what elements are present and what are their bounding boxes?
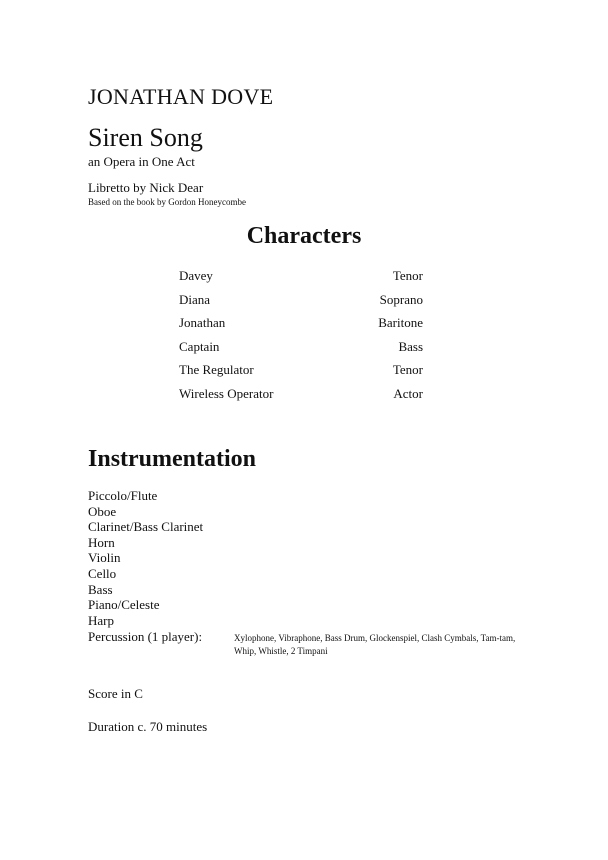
character-row (179, 382, 423, 406)
instrument-item: Horn (88, 534, 115, 550)
character-row (179, 358, 423, 382)
instrument-item: Oboe (88, 503, 117, 519)
score-key-note: Score in C (88, 686, 143, 701)
opera-title: Siren Song (88, 123, 203, 152)
character-name: Jonathan (179, 315, 226, 330)
duration-note: Duration c. 70 minutes (88, 719, 208, 734)
instrument-item: Bass (88, 581, 113, 597)
character-row (179, 335, 423, 359)
character-name: The Regulator (179, 362, 254, 377)
instrument-item: Piano/Celeste (88, 597, 160, 613)
instrument-item: Cello (88, 565, 117, 581)
libretto-credit: Libretto by Nick Dear (88, 180, 204, 195)
character-voice: Soprano (379, 291, 423, 307)
characters-heading: Characters (246, 223, 362, 249)
percussion-list: Xylophone, Vibraphone, Bass Drum, Glockenspiel, Clash Cymbals, Tam-tam, Whip, Whistle, 2 Timpani (234, 633, 516, 656)
instrument-list (88, 488, 203, 628)
instrument-item: Violin (88, 550, 121, 566)
character-row (179, 264, 423, 288)
instrument-item: Clarinet/Bass Clarinet (88, 519, 204, 535)
character-name: Wireless Operator (179, 385, 274, 401)
characters-list (179, 264, 423, 405)
opera-subtitle: an Opera in One Act (88, 154, 195, 169)
character-voice: Tenor (392, 268, 423, 283)
percussion-label: Percussion (1 player): (88, 629, 203, 644)
character-name: Diana (179, 291, 211, 307)
instrument-item: Piccolo/Flute (88, 488, 158, 503)
character-voice: Tenor (392, 362, 423, 377)
instrument-item: Harp (88, 612, 114, 628)
composer-name: JONATHAN DOVE (88, 84, 274, 109)
source-credit: Based on the book by Gordon Honeycombe (88, 197, 246, 207)
character-row (179, 288, 423, 312)
character-voice: Actor (393, 385, 423, 401)
character-name: Captain (179, 338, 220, 354)
character-row (179, 311, 423, 335)
character-voice: Baritone (378, 315, 423, 330)
character-voice: Bass (398, 338, 423, 354)
character-name: Davey (179, 268, 213, 283)
instrumentation-heading: Instrumentation (88, 446, 257, 472)
